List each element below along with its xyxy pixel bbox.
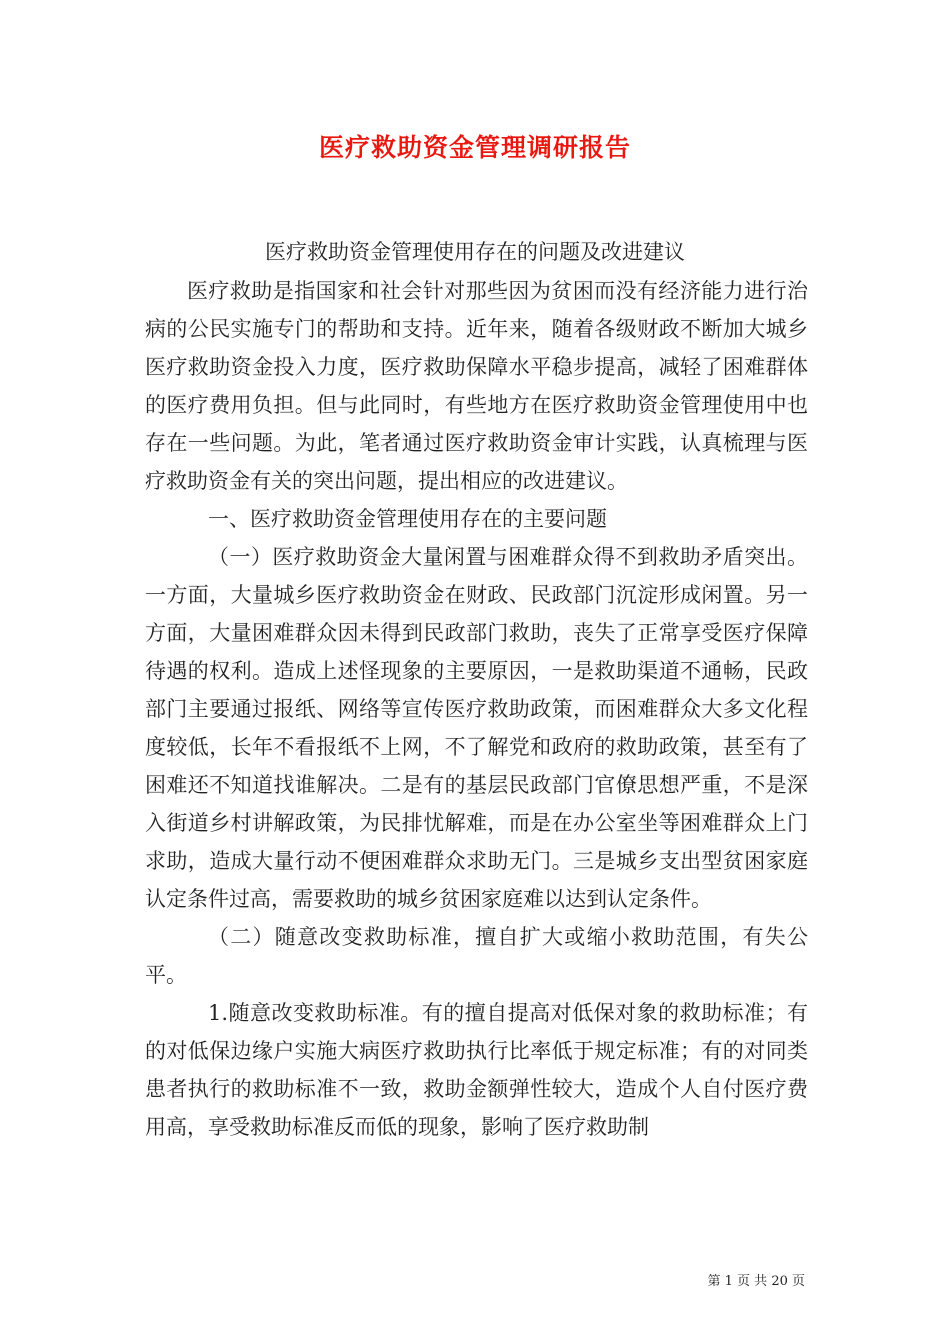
paragraph-point-1: 1.随意改变救助标准。有的擅自提高对低保对象的救助标准；有的对低保边缘户实施大病医疗救助执行比率低于规定标准；有的对同类患者执行的救助标准不一致，救助金额弹性较大，造成个人自付医疗费用高，享受救助标准反而低的现象，影响了医疗救助制	[145, 1001, 808, 1139]
paragraph-issue-1: （一）医疗救助资金大量闲置与困难群众得不到救助矛盾突出。一方面，大量城乡医疗救助资金在财政、民政部门沉淀形成闲置。另一方面，大量困难群众因未得到民政部门救助，丧失了正常享受医疗保障待遇的权利。造成上述怪现象的主要原因，一是救助渠道不通畅，民政部门主要通过报纸、网络等宣传医疗救助政策，而困难群众大多文化程度较低，长年不看报纸不上网，不了解党和政府的救助政策，甚至有了困难还不知道找谁解决。二是有的基层民政部门官僚思想严重，不是深入街道乡村讲解政策，为民排忧解难，而是在办公室坐等困难群众上门求助，造成大量行动不便困难群众求助无门。三是城乡支出型贫困家庭认定条件过高，需要救助的城乡贫困家庭难以达到认定条件。	[145, 545, 808, 911]
paragraph-intro: 医疗救助是指国家和社会针对那些因为贫困而没有经济能力进行治病的公民实施专门的帮助和支持。近年来，随着各级财政不断加大城乡医疗救助资金投入力度，医疗救助保障水平稳步提高，减轻了困难群体的医疗费用负担。但与此同时，有些地方在医疗救助资金管理使用中也存在一些问题。为此，笔者通过医疗救助资金审计实践，认真梳理与医疗救助资金有关的突出问题，提出相应的改进建议。	[145, 279, 808, 493]
body-text	[145, 272, 808, 1146]
heading-section-1: 一、医疗救助资金管理使用存在的主要问题	[208, 507, 607, 531]
page-title: 医疗救助资金管理调研报告	[318, 133, 631, 162]
page-number-footer: 第 1 页 共 20 页	[707, 1274, 805, 1289]
section-subtitle: 医疗救助资金管理使用存在的问题及改进建议	[265, 240, 685, 264]
paragraph-issue-2: （二）随意改变救助标准，擅自扩大或缩小救助范围，有失公平。	[145, 925, 808, 987]
